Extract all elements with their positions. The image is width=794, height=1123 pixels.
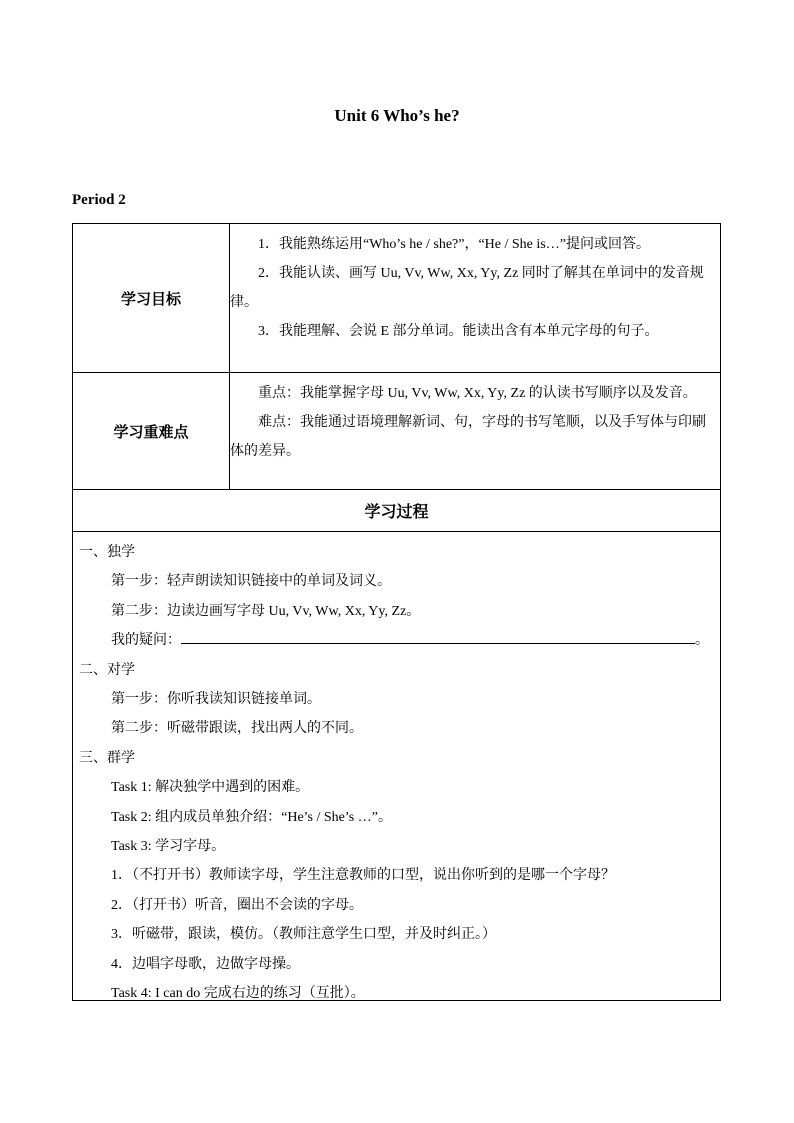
- task-step-line: 3．听磁带，跟读，模仿。（教师注意学生口型，并及时纠正。）: [111, 927, 496, 943]
- question-end: 。: [695, 633, 709, 649]
- step-line: 第二步：边读边画写字母 Uu, Vv, Ww, Xx, Yy, Zz。: [111, 603, 421, 619]
- objective-item: 2．我能认读、画写 Uu, Vv, Ww, Xx, Yy, Zz 同时了解其在单词中的发音规律。: [230, 266, 704, 310]
- objective-item: 3．我能理解、会说 E 部分单词。能读出含有本单元字母的句子。: [258, 324, 659, 339]
- process-header-row: [73, 490, 720, 532]
- question-line: [73, 626, 720, 655]
- section-heading: 二、对学: [79, 662, 135, 678]
- key-points-row: [73, 373, 720, 490]
- key-points-content: [230, 379, 718, 466]
- key-difficulty: 难点：我能通过语境理解新词、句，字母的书写笔顺，以及手写体与印刷体的差异。: [230, 415, 706, 459]
- task-line: Task 1: 解决独学中遇到的困难。: [111, 780, 310, 796]
- task-step-line: 1．（不打开书）教师读字母，学生注意教师的口型，说出你听到的是哪一个字母？: [111, 868, 615, 884]
- step-line: 第一步：你听我读知识链接单词。: [111, 692, 321, 708]
- question-blank[interactable]: [181, 629, 695, 644]
- task-step-line: 4．边唱字母歌，边做字母操。: [111, 956, 300, 972]
- key-focus: 重点：我能掌握字母 Uu, Vv, Ww, Xx, Yy, Zz 的认读书写顺序以及发音。: [258, 386, 697, 401]
- task-step-line: 2．（打开书）听音，圈出不会读的字母。: [111, 897, 363, 913]
- task-line: Task 3: 学习字母。: [111, 839, 226, 855]
- step-line: 第二步：听磁带跟读，找出两人的不同。: [111, 721, 363, 737]
- objectives-row: [73, 224, 720, 373]
- objective-item: 1．我能熟练运用“Who’s he / she?”，“He / She is…”提问或回答。: [258, 237, 650, 252]
- question-label: 我的疑问：: [111, 633, 181, 649]
- section-heading: 三、群学: [79, 750, 135, 766]
- step-line: 第一步：轻声朗读知识链接中的单词及词义。: [111, 574, 391, 590]
- section-heading: 一、独学: [79, 545, 135, 560]
- objectives-content: [230, 230, 718, 346]
- objectives-label: 学习目标: [73, 224, 230, 372]
- document-title: Unit 6 Who’s he?: [334, 106, 460, 125]
- key-points-label: 学习重难点: [73, 373, 230, 489]
- task-line: Task 2: 组内成员单独介绍：“He’s / She’s …”。: [111, 809, 392, 825]
- process-content: [73, 532, 720, 1009]
- task-line: Task 4: I can do 完成右边的练习（互批）。: [111, 986, 365, 1002]
- process-header: 学习过程: [364, 502, 429, 521]
- period-heading: Period 2: [72, 192, 126, 208]
- lesson-table: [72, 223, 721, 1001]
